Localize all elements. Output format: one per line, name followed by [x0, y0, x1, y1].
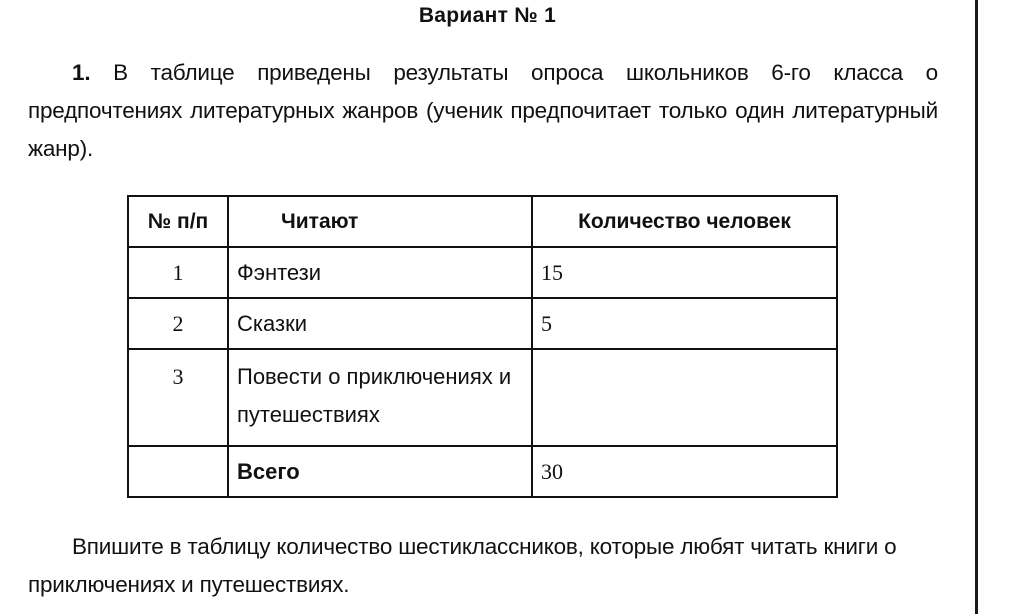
table-header-row [128, 196, 837, 247]
answer-cell[interactable] [532, 349, 837, 446]
total-label: Всего [228, 446, 532, 497]
header-genre: Читают [228, 196, 532, 247]
table-row [128, 298, 837, 349]
row-count: 5 [532, 298, 837, 349]
task-statement [28, 54, 938, 168]
row-number: 3 [128, 349, 228, 446]
row-genre: Сказки [228, 298, 532, 349]
table-row [128, 349, 837, 446]
row-number: 1 [128, 247, 228, 298]
survey-table [127, 195, 838, 498]
total-number [128, 446, 228, 497]
row-number: 2 [128, 298, 228, 349]
task-text: В таблице приведены результаты опроса школьников 6-го класса о предпочтениях литературных жанров (ученик предпочитает только один литературный жанр). [28, 60, 938, 161]
total-count: 30 [532, 446, 837, 497]
header-number: № п/п [128, 196, 228, 247]
task-number: 1. [72, 60, 91, 85]
variant-title: Вариант № 1 [418, 4, 557, 27]
row-genre: Повести о приключениях и путешествиях [228, 349, 532, 446]
row-count: 15 [532, 247, 837, 298]
row-genre: Фэнтези [228, 247, 532, 298]
table-row [128, 247, 837, 298]
page-border-line [975, 0, 978, 614]
instruction-text: Впишите в таблицу количество шестиклассников, которые любят читать книги о приключениях и путешествиях. [28, 534, 897, 597]
table-total-row [128, 446, 837, 497]
header-count: Количество человек [532, 196, 837, 247]
